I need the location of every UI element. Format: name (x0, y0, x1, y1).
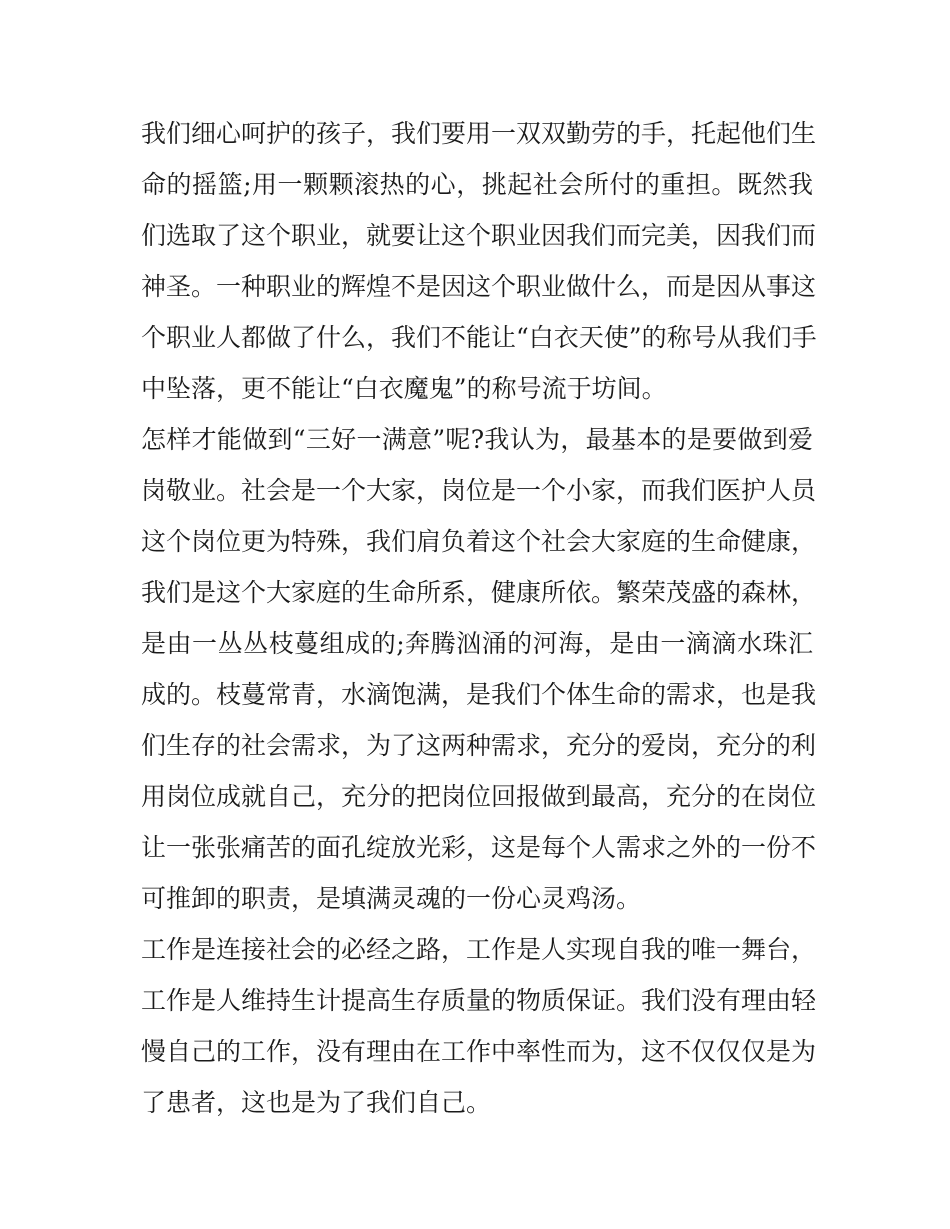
text-line: 工作是连接社会的必经之路，工作是人实现自我的唯一舞台， (141, 935, 817, 964)
text-line: 让一张张痛苦的面孔绽放光彩，这是每个人需求之外的一份不 (141, 833, 817, 862)
text-line: 成的。枝蔓常青，水滴饱满，是我们个体生命的需求，也是我 (141, 680, 817, 709)
text-line: 岗敬业。社会是一个大家，岗位是一个小家，而我们医护人员 (141, 476, 817, 505)
text-line: 们选取了这个职业，就要让这个职业因我们而完美，因我们而 (141, 221, 817, 250)
text-line: 我们是这个大家庭的生命所系，健康所依。繁荣茂盛的森林， (141, 578, 817, 607)
text-line: 个职业人都做了什么，我们不能让“白衣天使”的称号从我们手 (141, 323, 817, 352)
text-line: 工作是人维持生计提高生存质量的物质保证。我们没有理由轻 (141, 986, 817, 1015)
text-line: 慢自己的工作，没有理由在工作中率性而为，这不仅仅仅是为 (141, 1037, 817, 1066)
paragraph-3 (141, 924, 817, 1128)
text-line: 这个岗位更为特殊，我们肩负着这个社会大家庭的生命健康， (141, 527, 817, 556)
text-line: 神圣。一种职业的辉煌不是因这个职业做什么，而是因从事这 (141, 272, 817, 301)
text-line: 我们细心呵护的孩子，我们要用一双双勤劳的手，托起他们生 (141, 119, 817, 148)
text-line: 可推卸的职责，是填满灵魂的一份心灵鸡汤。 (141, 884, 642, 913)
text-line: 中坠落，更不能让“白衣魔鬼”的称号流于坊间。 (141, 374, 667, 403)
text-line: 命的摇篮;用一颗颗滚热的心，挑起社会所付的重担。既然我 (141, 170, 813, 199)
text-line: 怎样才能做到“三好一满意”呢?我认为，最基本的是要做到爱 (141, 425, 813, 454)
text-line: 是由一丛丛枝蔓组成的;奔腾汹涌的河海，是由一滴滴水珠汇 (141, 629, 813, 658)
text-line: 用岗位成就自己，充分的把岗位回报做到最高，充分的在岗位 (141, 782, 817, 811)
text-line: 了患者，这也是为了我们自己。 (141, 1088, 492, 1117)
document-body (141, 108, 817, 1128)
text-line: 们生存的社会需求，为了这两种需求，充分的爱岗，充分的利 (141, 731, 817, 760)
paragraph-2 (141, 414, 817, 924)
paragraph-1 (141, 108, 817, 414)
